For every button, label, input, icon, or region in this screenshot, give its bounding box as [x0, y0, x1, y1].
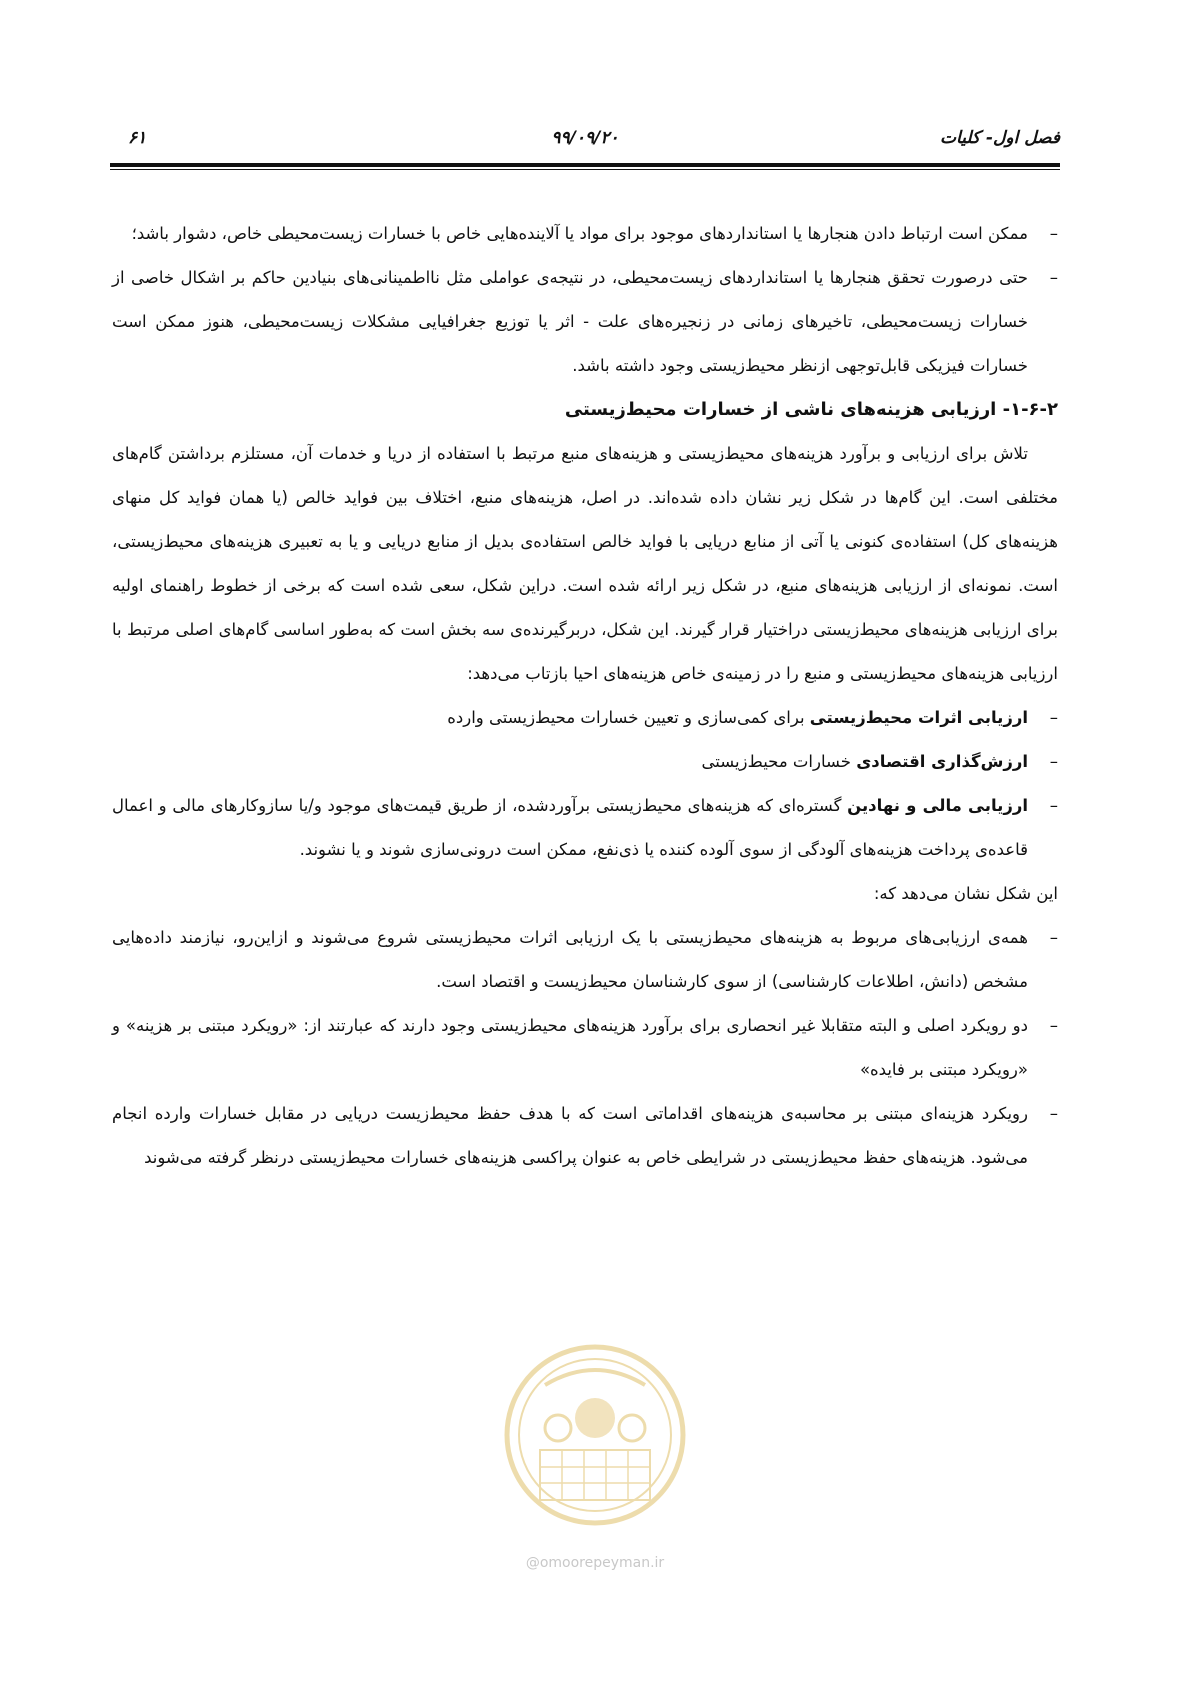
watermark-seal-icon	[500, 1340, 690, 1530]
bullet-text: برای کمی‌سازی و تعیین خسارات محیط‌زیستی وارده	[447, 708, 810, 727]
watermark-url: @omoorepeyman.ir	[525, 1555, 665, 1571]
header-rule-thick	[110, 163, 1060, 167]
bullet-bold-term: ارزیابی مالی و نهادین	[847, 796, 1028, 815]
page-number: ۶۱	[128, 128, 147, 148]
section-heading: ۱-۶-۲- ارزیابی هزینه‌های ناشی از خسارات محیط‌زیستی	[564, 399, 1058, 420]
page-body	[112, 212, 1058, 1180]
header-date: ۹۹/۰۹/۲۰	[551, 128, 619, 148]
header-rule-thin	[110, 169, 1060, 170]
list-item	[112, 212, 1058, 256]
list-item	[112, 784, 1058, 872]
bullet-dash: –	[1049, 708, 1058, 727]
bullet-dash: –	[1049, 268, 1058, 287]
bullet-bold-term: ارزیابی اثرات محیط‌زیستی	[809, 708, 1028, 727]
bullet-text: گستره‌ای که هزینه‌های محیط‌زیستی برآوردشده، از طریق قیمت‌های موجود و/یا سازوکارهای مالی و اعمال قاعده‌ی پرداخت هزینه‌های آلودگی از سوی آلوده کننده یا ذی‌نفع، ممکن است درونی‌سازی شوند و یا نشوند.	[112, 796, 1028, 859]
bullet-text: رویکرد هزینه‌ای مبتنی بر محاسبه‌ی هزینه‌های اقداماتی است که با هدف حفظ محیط‌زیست دریایی در مقابل خسارات وارده انجام می‌شود. هزینه‌های حفظ محیط‌زیستی در شرایطی خاص به عنوان پراکسی هزینه‌های خسارات محیط‌زیستی درنظر گرفته می‌شوند	[112, 1104, 1028, 1167]
bullet-text: همه‌ی ارزیابی‌های مربوط به هزینه‌های محیط‌زیستی با یک ارزیابی اثرات محیط‌زیستی شروع می‌شوند و ازاین‌رو، نیازمند داده‌هایی مشخص (دانش، اطلاعات کارشناسی) از سوی کارشناسان محیط‌زیست و اقتصاد است.	[112, 928, 1028, 991]
bullet-text: خسارات محیط‌زیستی	[701, 752, 857, 771]
page-header	[110, 128, 1060, 154]
bullet-dash: –	[1049, 928, 1058, 947]
bullet-dash: –	[1049, 752, 1058, 771]
bullet-dash: –	[1049, 1104, 1058, 1123]
bullet-dash: –	[1049, 1016, 1058, 1035]
bullet-dash: –	[1049, 796, 1058, 815]
bullet-text: ممکن است ارتباط دادن هنجارها یا استانداردهای موجود برای مواد یا آلاینده‌هایی خاص با خسارات زیست‌محیطی خاص، دشوار باشد؛	[131, 224, 1028, 243]
list-item	[112, 696, 1058, 740]
figure-shows-intro: این شکل نشان می‌دهد که:	[873, 884, 1058, 903]
bullet-text: دو رویکرد اصلی و البته متقابلا غیر انحصاری برای برآورد هزینه‌های محیط‌زیستی وجود دارند که عبارتند از: «رویکرد مبتنی بر هزینه» و «رویکرد مبتنی بر فایده»	[112, 1016, 1028, 1079]
bullet-dash: –	[1049, 224, 1058, 243]
section-paragraph: تلاش برای ارزیابی و برآورد هزینه‌های محیط‌زیستی و هزینه‌های منبع مرتبط با استفاده از دریا و خدمات آن، مستلزم برداشتن گام‌های مختلفی است. این گام‌ها در شکل زیر نشان داده شده‌اند. در اصل، هزینه‌های منبع، اختلاف بین فواید خالص (یا همان فواید کل منهای هزینه‌های کل) استفاده‌ی کنونی یا آتی از منابع دریایی با فواید خالص استفاده‌ی بدیل از منابع دریایی و یا به تعبیری هزینه‌های محیط‌زیستی، است. نمونه‌ای از ارزیابی هزینه‌های منبع، در شکل زیر ارائه شده است. دراین شکل، سعی شده است که برخی از خطوط راهنمای اولیه برای ارزیابی هزینه‌های محیط‌زیستی دراختیار قرار گیرند. این شکل، دربرگیرنده‌ی سه بخش است که به‌طور اساسی گام‌های اصلی مرتبط با ارزیابی هزینه‌های محیط‌زیستی و منبع را در زمینه‌ی خاص هزینه‌های احیا بازتاب می‌دهد:	[112, 444, 1058, 683]
bullet-bold-term: ارزش‌گذاری اقتصادی	[856, 752, 1028, 771]
list-item	[112, 256, 1058, 388]
bullet-text: حتی درصورت تحقق هنجارها یا استانداردهای زیست‌محیطی، در نتیجه‌ی عواملی مثل نااطمینانی‌های بنیادین حاکم بر اشکال خاصی از خسارات زیست‌محیطی، تاخیرهای زمانی در زنجیره‌های علت - اثر یا توزیع جغرافیایی مشکلات زیست‌محیطی، هنوز ممکن است خسارات فیزیکی قابل‌توجهی ازنظر محیط‌زیستی وجود داشته باشد.	[112, 268, 1028, 375]
list-item	[112, 916, 1058, 1004]
chapter-title: فصل اول- کلیات	[940, 128, 1060, 148]
list-item	[112, 1092, 1058, 1180]
list-item	[112, 740, 1058, 784]
list-item	[112, 1004, 1058, 1092]
